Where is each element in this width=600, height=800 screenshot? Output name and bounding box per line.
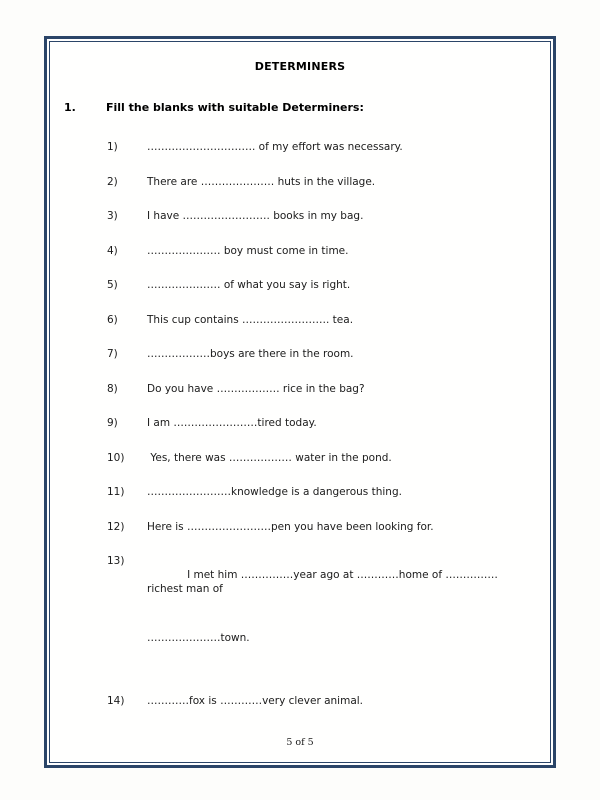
- question-item: [107, 451, 536, 465]
- page-number-footer: 5 of 5: [286, 737, 314, 748]
- question-number: 5): [107, 279, 118, 291]
- question-number: 14): [107, 694, 125, 707]
- question-item: [107, 416, 536, 430]
- question-text: ………………… of what you say is right.: [147, 279, 351, 291]
- question-item: [107, 382, 536, 396]
- question-text: ………………boys are there in the room.: [147, 348, 354, 360]
- question-text: There are ………………… huts in the village.: [147, 175, 376, 188]
- question-item: [107, 244, 536, 258]
- question-text: [147, 554, 536, 673]
- question-text: Here is ……………………pen you have been looking for.: [147, 520, 434, 533]
- question-item: [107, 175, 536, 189]
- question-item: [107, 347, 536, 361]
- question-number: 13): [107, 555, 125, 567]
- document-body: [50, 42, 550, 762]
- document-page-border: [44, 36, 556, 768]
- question-text-continuation: …………………town.: [147, 632, 250, 644]
- page-title: DETERMINERS: [254, 60, 346, 73]
- question-text-line: I met him ……………year ago at …………home of ……………richest man of: [147, 569, 498, 595]
- question-text: …………fox is …………very clever animal.: [147, 694, 364, 707]
- question-item: [107, 694, 536, 708]
- question-text: Do you have ……………… rice in the bag?: [147, 382, 365, 395]
- question-item: [107, 520, 536, 534]
- question-item: [107, 554, 536, 673]
- question-text: ……………………knowledge is a dangerous thing.: [147, 486, 402, 498]
- question-number: 7): [107, 348, 118, 360]
- question-number: 8): [107, 382, 118, 395]
- question-number: 3): [107, 210, 118, 222]
- question-text: I am ……………………tired today.: [147, 417, 317, 429]
- question-text: Yes, there was ……………… water in the pond.: [147, 451, 392, 464]
- question-item: [107, 485, 536, 499]
- question-item: [107, 278, 536, 292]
- question-text: This cup contains ……………………. tea.: [147, 313, 354, 326]
- document-page-inner-border: [49, 41, 551, 763]
- question-text: …………………………. of my effort was necessary.: [147, 141, 403, 153]
- question-list: [64, 140, 536, 708]
- section-number: 1.: [64, 101, 76, 114]
- question-number: 4): [107, 244, 118, 257]
- question-item: [107, 209, 536, 223]
- section-heading-label: Fill the blanks with suitable Determiners:: [106, 101, 364, 114]
- question-number: 12): [107, 520, 125, 533]
- question-number: 11): [107, 486, 125, 498]
- question-item: [107, 313, 536, 327]
- section-heading: [64, 101, 536, 114]
- question-number: 1): [107, 141, 118, 153]
- question-number: 10): [107, 451, 125, 464]
- question-text: I have ……………………. books in my bag.: [147, 210, 364, 222]
- question-number: 9): [107, 417, 118, 429]
- question-number: 6): [107, 313, 118, 326]
- question-number: 2): [107, 175, 118, 188]
- question-item: [107, 140, 536, 154]
- question-text: ………………… boy must come in time.: [147, 244, 349, 257]
